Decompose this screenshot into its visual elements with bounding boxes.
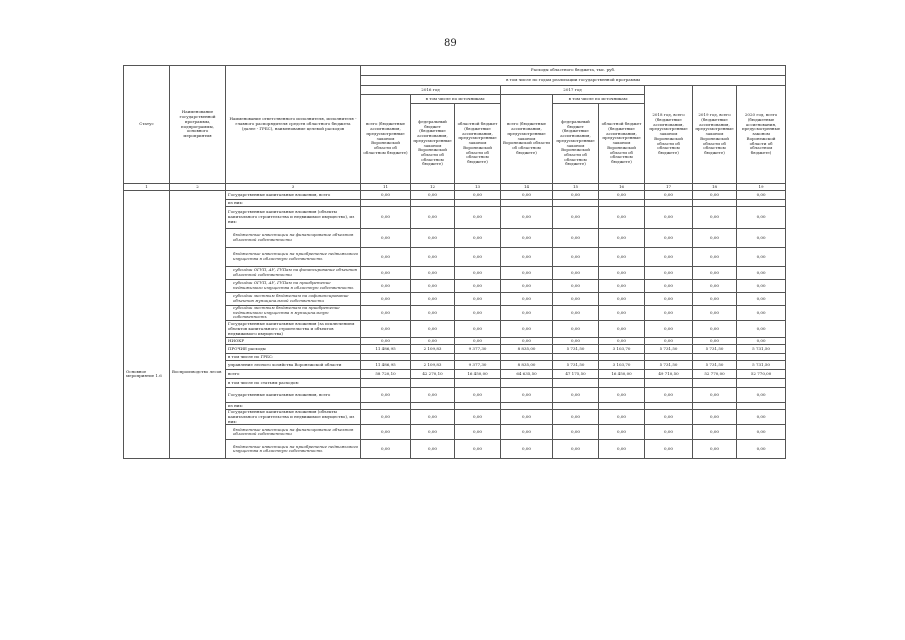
row-label: субсидии местным бюджетам на приобретение недвижимого имущества в муниципальную собственность [226, 306, 361, 321]
value-cell: 0,00 [553, 267, 599, 280]
page-number: 89 [444, 38, 457, 49]
value-cell: 0,00 [693, 267, 737, 280]
value-cell: 0,00 [553, 388, 599, 403]
value-cell [501, 403, 553, 410]
value-cell: 0,00 [645, 293, 693, 306]
value-cell: 0,00 [553, 306, 599, 321]
value-cell: 0,00 [411, 321, 455, 338]
value-cell: 0,00 [693, 248, 737, 267]
value-cell: 0,00 [645, 248, 693, 267]
value-cell [645, 379, 693, 388]
value-cell: 0,00 [501, 388, 553, 403]
value-cell: 0,00 [411, 440, 455, 459]
value-cell: 0,00 [737, 425, 786, 440]
value-cell: 0,00 [599, 229, 645, 248]
header-year-2016: 2016 год [361, 86, 501, 95]
value-cell: 0,00 [361, 207, 411, 229]
value-cell: 0,00 [553, 229, 599, 248]
header-2017-total: всего (бюджетные ассигнования, предусмотренные законом Воронежской области об областном бюджете) [501, 95, 553, 184]
value-cell: 9 377,30 [455, 361, 501, 370]
value-cell [553, 379, 599, 388]
status-cell [124, 191, 170, 370]
value-cell: 0,00 [645, 321, 693, 338]
value-cell: 0,00 [455, 280, 501, 293]
value-cell: 0,00 [361, 248, 411, 267]
value-cell: 16 450,00 [599, 370, 645, 379]
value-cell [361, 379, 411, 388]
value-cell: 0,00 [553, 440, 599, 459]
value-cell: 11 486,95 [361, 345, 411, 354]
value-cell: 0,00 [645, 410, 693, 425]
value-cell [693, 354, 737, 361]
value-cell: 0,00 [599, 293, 645, 306]
value-cell [455, 354, 501, 361]
value-cell: 0,00 [501, 306, 553, 321]
value-cell: 0,00 [455, 388, 501, 403]
value-cell: 5 731,50 [553, 345, 599, 354]
column-numbers-row [124, 184, 786, 191]
row-label: субсидии местным бюджетам на софинансирование объектов муниципальной собственности [226, 293, 361, 306]
value-cell: 0,00 [411, 248, 455, 267]
value-cell: 0,00 [645, 306, 693, 321]
value-cell: 64 635,50 [501, 370, 553, 379]
value-cell [599, 379, 645, 388]
value-cell: 0,00 [553, 425, 599, 440]
value-cell [737, 200, 786, 207]
value-cell: 49 710,50 [645, 370, 693, 379]
value-cell: 0,00 [737, 207, 786, 229]
value-cell: 0,00 [553, 293, 599, 306]
value-cell: 0,00 [411, 306, 455, 321]
table-body [124, 191, 786, 459]
value-cell: 5 731,50 [553, 361, 599, 370]
col-number: 15 [553, 184, 599, 191]
value-cell [737, 403, 786, 410]
value-cell: 0,00 [693, 410, 737, 425]
value-cell: 0,00 [599, 338, 645, 345]
value-cell [599, 403, 645, 410]
value-cell: 2 109,83 [411, 361, 455, 370]
table-row [124, 191, 786, 200]
row-label: управление лесного хозяйства Воронежской области [226, 361, 361, 370]
value-cell: 0,00 [361, 410, 411, 425]
value-cell: 0,00 [693, 388, 737, 403]
value-cell: 0,00 [737, 248, 786, 267]
value-cell: 0,00 [599, 306, 645, 321]
value-cell: 0,00 [455, 306, 501, 321]
value-cell: 3 103,70 [599, 345, 645, 354]
header-2016-federal: федеральный бюджет (бюджетные ассигнования, предусмотренные законом Воронежской области об областном бюджете) [411, 104, 455, 184]
value-cell [737, 354, 786, 361]
row-label: ПРОЧИЕ расходы [226, 345, 361, 354]
value-cell: 0,00 [553, 207, 599, 229]
col-number: 16 [599, 184, 645, 191]
value-cell: 0,00 [599, 267, 645, 280]
header-year-2017: 2017 год [501, 86, 645, 95]
value-cell [361, 354, 411, 361]
value-cell: 0,00 [411, 410, 455, 425]
value-cell: 0,00 [737, 321, 786, 338]
value-cell: 0,00 [553, 410, 599, 425]
row-label: в том числе по ГРБС: [226, 354, 361, 361]
row-label: из них: [226, 200, 361, 207]
value-cell: 0,00 [501, 425, 553, 440]
header-year-2020: 2020 год, всего (бюджетные ассигнования, предусмотренные законом Воронежской области об областном бюджете) [737, 86, 786, 184]
value-cell: 0,00 [455, 440, 501, 459]
value-cell: 0,00 [501, 229, 553, 248]
value-cell [411, 200, 455, 207]
col-number: 17 [645, 184, 693, 191]
value-cell: 0,00 [361, 293, 411, 306]
value-cell [645, 354, 693, 361]
row-label: Государственные капитальные вложения, всего [226, 191, 361, 200]
value-cell [645, 403, 693, 410]
value-cell: 5 731,50 [693, 345, 737, 354]
value-cell: 0,00 [693, 338, 737, 345]
header-2016-sources: в том числе по источникам: [411, 95, 501, 104]
value-cell: 0,00 [411, 267, 455, 280]
value-cell: 0,00 [361, 440, 411, 459]
header-2017-regional: областной бюджет (бюджетные ассигнования, предусмотренные законом Воронежской области об областном бюджете) [599, 104, 645, 184]
value-cell: 0,00 [455, 229, 501, 248]
value-cell: 0,00 [553, 248, 599, 267]
col-number: 18 [693, 184, 737, 191]
value-cell: 3 103,70 [599, 361, 645, 370]
header-2017-federal: федеральный бюджет (бюджетные ассигнования, предусмотренные законом Воронежской области об областном бюджете) [553, 104, 599, 184]
value-cell: 0,00 [737, 293, 786, 306]
value-cell [553, 354, 599, 361]
value-cell [501, 200, 553, 207]
header-2016-regional: областной бюджет (бюджетные ассигнования, предусмотренные законом Воронежской области об областном бюджете) [455, 104, 501, 184]
value-cell: 0,00 [737, 306, 786, 321]
value-cell: 0,00 [553, 321, 599, 338]
value-cell: 0,00 [645, 425, 693, 440]
row-label: всего [226, 370, 361, 379]
value-cell: 0,00 [455, 425, 501, 440]
value-cell: 9 377,30 [455, 345, 501, 354]
row-label: бюджетные инвестиции на приобретение недвижимого имущества в областную собственность [226, 248, 361, 267]
value-cell: 0,00 [599, 207, 645, 229]
col-number: 14 [501, 184, 553, 191]
value-cell: 58 720,10 [361, 370, 411, 379]
value-cell: 0,00 [693, 229, 737, 248]
value-cell: 0,00 [501, 267, 553, 280]
value-cell: 0,00 [737, 338, 786, 345]
value-cell: 0,00 [737, 410, 786, 425]
value-cell: 5 731,50 [737, 361, 786, 370]
header-year-2018: 2018 год, всего (бюджетные ассигнования, предусмотренные законом Воронежской области об областном бюджете) [645, 86, 693, 184]
header-status: Статус [124, 66, 170, 184]
value-cell: 0,00 [455, 248, 501, 267]
value-cell: 0,00 [455, 321, 501, 338]
value-cell: 0,00 [693, 207, 737, 229]
value-cell: 16 450,00 [455, 370, 501, 379]
value-cell: 0,00 [645, 267, 693, 280]
row-label: НИОКР [226, 338, 361, 345]
row-label: Государственные капитальные вложения, всего [226, 388, 361, 403]
value-cell: 0,00 [361, 388, 411, 403]
main-event-status: Основное мероприятие 1.6 [124, 370, 170, 459]
value-cell: 0,00 [455, 410, 501, 425]
value-cell: 0,00 [693, 293, 737, 306]
row-label: из них: [226, 403, 361, 410]
value-cell: 0,00 [693, 321, 737, 338]
value-cell: 0,00 [501, 293, 553, 306]
value-cell: 0,00 [737, 229, 786, 248]
value-cell: 0,00 [599, 440, 645, 459]
col-number: 12 [411, 184, 455, 191]
value-cell: 0,00 [599, 280, 645, 293]
value-cell [693, 200, 737, 207]
value-cell: 0,00 [501, 207, 553, 229]
value-cell: 0,00 [501, 191, 553, 200]
value-cell [411, 354, 455, 361]
value-cell [455, 403, 501, 410]
value-cell: 0,00 [361, 338, 411, 345]
value-cell: 0,00 [693, 306, 737, 321]
value-cell: 0,00 [455, 293, 501, 306]
value-cell: 0,00 [361, 425, 411, 440]
value-cell: 0,00 [501, 338, 553, 345]
header-expenses: Расходы областного бюджета, тыс. руб. [361, 66, 786, 76]
value-cell: 0,00 [411, 293, 455, 306]
row-label: бюджетные инвестиции на финансирование объектов областной собственности [226, 425, 361, 440]
value-cell: 8 835,00 [501, 361, 553, 370]
value-cell: 0,00 [693, 440, 737, 459]
value-cell [553, 200, 599, 207]
value-cell: 0,00 [599, 425, 645, 440]
value-cell [455, 200, 501, 207]
value-cell: 0,00 [599, 388, 645, 403]
value-cell: 0,00 [361, 191, 411, 200]
value-cell [455, 379, 501, 388]
value-cell: 5 731,50 [737, 345, 786, 354]
value-cell: 0,00 [599, 410, 645, 425]
row-label: бюджетные инвестиции на приобретение недвижимого имущества в областную собственность [226, 440, 361, 459]
value-cell: 0,00 [693, 280, 737, 293]
value-cell: 0,00 [645, 388, 693, 403]
value-cell: 0,00 [599, 191, 645, 200]
budget-table [123, 65, 786, 459]
value-cell: 0,00 [693, 425, 737, 440]
value-cell: 0,00 [361, 229, 411, 248]
value-cell [599, 354, 645, 361]
value-cell: 0,00 [645, 207, 693, 229]
value-cell: 0,00 [455, 267, 501, 280]
value-cell: 8 835,00 [501, 345, 553, 354]
header-program-name: Наименование государственной программы, подпрограммы, основного мероприятия [170, 66, 226, 184]
value-cell: 0,00 [361, 306, 411, 321]
program-cell [170, 191, 226, 370]
value-cell: 0,00 [361, 280, 411, 293]
value-cell [361, 200, 411, 207]
value-cell: 11 486,95 [361, 361, 411, 370]
value-cell: 0,00 [411, 229, 455, 248]
value-cell: 52 770,00 [693, 370, 737, 379]
value-cell: 0,00 [645, 229, 693, 248]
value-cell: 0,00 [411, 388, 455, 403]
value-cell: 0,00 [501, 410, 553, 425]
table-row [124, 370, 786, 379]
value-cell: 0,00 [693, 191, 737, 200]
row-label: бюджетные инвестиции на финансирование объектов областной собственности [226, 229, 361, 248]
value-cell: 0,00 [501, 280, 553, 293]
header-executor-name: Наименование ответственного исполнителя, исполнителя - главного распорядителя средств областного бюджета (далее - ГРБС), наименование целевой расходов [226, 66, 361, 184]
value-cell: 0,00 [737, 267, 786, 280]
row-label: Государственные капитальные вложения (за исключением объектов капитального строительства и объектов недвижимого имущества) [226, 321, 361, 338]
value-cell: 0,00 [361, 321, 411, 338]
value-cell: 0,00 [553, 191, 599, 200]
value-cell: 0,00 [599, 321, 645, 338]
value-cell: 2 109,83 [411, 345, 455, 354]
value-cell [645, 200, 693, 207]
value-cell [411, 403, 455, 410]
value-cell: 0,00 [411, 191, 455, 200]
header-2016-total: всего (бюджетные ассигнования, предусмотренные законом Воронежской области об областном бюджете) [361, 95, 411, 184]
col-number: 11 [361, 184, 411, 191]
value-cell: 0,00 [501, 248, 553, 267]
col-number: 13 [455, 184, 501, 191]
value-cell [599, 200, 645, 207]
value-cell: 52 770,00 [737, 370, 786, 379]
value-cell: 0,00 [553, 338, 599, 345]
value-cell: 0,00 [501, 321, 553, 338]
value-cell [693, 379, 737, 388]
value-cell [553, 403, 599, 410]
value-cell: 47 175,50 [553, 370, 599, 379]
col-number: 2 [170, 184, 226, 191]
value-cell: 0,00 [599, 248, 645, 267]
value-cell: 0,00 [645, 280, 693, 293]
value-cell: 0,00 [737, 191, 786, 200]
value-cell: 0,00 [455, 207, 501, 229]
value-cell [501, 379, 553, 388]
value-cell [737, 379, 786, 388]
value-cell: 0,00 [361, 267, 411, 280]
value-cell [361, 403, 411, 410]
value-cell: 0,00 [737, 280, 786, 293]
row-label: субсидии ОГУП, АУ, ГУПам на финансирование объектов областной собственности [226, 267, 361, 280]
col-number: 1 [124, 184, 170, 191]
value-cell: 0,00 [411, 280, 455, 293]
value-cell: 0,00 [645, 440, 693, 459]
value-cell: 0,00 [411, 338, 455, 345]
value-cell: 0,00 [645, 338, 693, 345]
value-cell: 0,00 [411, 425, 455, 440]
value-cell: 0,00 [455, 338, 501, 345]
value-cell: 5 731,50 [693, 361, 737, 370]
col-number: 3 [226, 184, 361, 191]
row-label: Государственные капитальные вложения (объекты капитального строительства и недвижимое имущество), из них: [226, 207, 361, 229]
value-cell: 5 731,50 [645, 361, 693, 370]
col-number: 19 [737, 184, 786, 191]
value-cell: 0,00 [501, 440, 553, 459]
header-year-2019: 2019 год, всего (бюджетные ассигнования, предусмотренные законом Воронежской области об областном бюджете) [693, 86, 737, 184]
header-2017-sources: в том числе по источникам: [553, 95, 645, 104]
value-cell: 0,00 [411, 207, 455, 229]
value-cell: 5 731,50 [645, 345, 693, 354]
value-cell [411, 379, 455, 388]
value-cell: 0,00 [553, 280, 599, 293]
value-cell [693, 403, 737, 410]
value-cell: 42 270,10 [411, 370, 455, 379]
value-cell: 0,00 [645, 191, 693, 200]
main-event-name: Воспроизводство лесов [170, 370, 226, 459]
header-incl-state: в том числе по годам реализации государственной программы [361, 76, 786, 86]
value-cell [501, 354, 553, 361]
value-cell: 0,00 [737, 388, 786, 403]
value-cell: 0,00 [737, 440, 786, 459]
value-cell: 0,00 [455, 191, 501, 200]
row-label: в том числе по статьям расходов: [226, 379, 361, 388]
row-label: Государственные капитальные вложения (объекты капитального строительства и недвижимое имущество), из них: [226, 410, 361, 425]
row-label: субсидии ОГУП, АУ, ГУПам на приобретение недвижимого имущества в областную собственность [226, 280, 361, 293]
